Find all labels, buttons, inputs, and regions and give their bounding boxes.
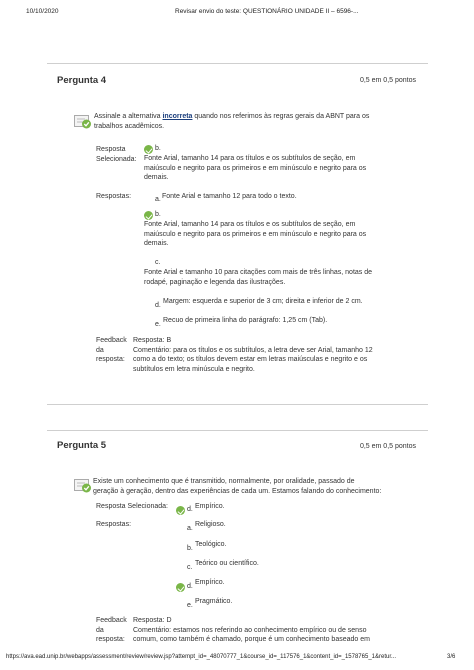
answer-e-text: Pragmático. bbox=[195, 598, 233, 605]
selected-answer-text: Fonte Arial, tamanho 14 para os títulos e os subtítulos de seção, em maiúsculo e negrito para os primeiros e em minúsculo e negrito para os demais. bbox=[144, 155, 367, 181]
print-page-number: 3/6 bbox=[447, 654, 456, 660]
question-4-text: Assinale a alternativa incorreta quando nos referimos às regras gerais da ABNT para os trabalhos acadêmicos. bbox=[94, 113, 370, 130]
answers-label: Respostas: bbox=[96, 193, 132, 200]
answer-a-letter: a. bbox=[187, 525, 193, 532]
answer-c-letter: c. bbox=[155, 259, 161, 266]
print-url: https://ava.ead.unip.br/webapps/assessment/review/review.jsp?attempt_id=_48070777_1&course_id=_117576_1&content_id=_1578765_1&retur... bbox=[6, 654, 396, 660]
correct-check-icon bbox=[144, 145, 153, 154]
answer-d-letter: d. bbox=[155, 302, 161, 309]
selected-answer-label: Resposta Selecionada: bbox=[96, 146, 137, 163]
answer-a-text: Fonte Arial e tamanho 12 para todo o texto. bbox=[162, 193, 297, 200]
question-4-title: Pergunta 4 bbox=[57, 75, 107, 86]
question-correct-icon bbox=[74, 115, 92, 129]
feedback-label: Feedback da resposta: bbox=[96, 617, 127, 643]
answer-d-text: Empírico. bbox=[195, 579, 225, 586]
answer-d-text: Margem: esquerda e superior de 3 cm; direita e inferior de 2 cm. bbox=[163, 298, 363, 305]
answer-e-text: Recuo de primeira linha do parágrafo: 1,25 cm (Tab). bbox=[163, 317, 328, 324]
answer-e-letter: e. bbox=[155, 321, 161, 328]
print-title: Revisar envio do teste: QUESTIONÁRIO UNIDADE II – 6596-... bbox=[175, 8, 359, 15]
question-correct-icon bbox=[74, 479, 92, 493]
correct-check-icon bbox=[144, 211, 153, 220]
answer-d-letter: d. bbox=[187, 583, 193, 590]
answer-b-text: Teológico. bbox=[195, 541, 227, 548]
answer-c-letter: c. bbox=[187, 564, 193, 571]
selected-answer-letter: b. bbox=[155, 145, 161, 152]
answer-b-text: Fonte Arial, tamanho 14 para os títulos e os subtítulos de seção, em maiúsculo e negrito para os primeiros e em minúsculo e negrito para os demais. bbox=[144, 221, 367, 247]
answer-b-letter: b. bbox=[187, 545, 193, 552]
correct-check-icon bbox=[176, 583, 185, 592]
feedback-text: Resposta: D Comentário: estamos nos referindo ao conhecimento empírico ou de senso comum, como também é chamado, porque é um conhecimento baseado em bbox=[133, 617, 370, 643]
answer-a-letter: a. bbox=[155, 196, 161, 203]
answer-e-letter: e. bbox=[187, 602, 193, 609]
selected-answer-letter: d. bbox=[187, 506, 193, 513]
feedback-label: Feedback da resposta: bbox=[96, 337, 127, 363]
answer-a-text: Religioso. bbox=[195, 521, 226, 528]
answer-b-letter: b. bbox=[155, 211, 161, 218]
feedback-text: Resposta: B Comentário: para os títulos e os subtítulos, a letra deve ser Arial, tamanho 12 como a do texto; os títulos devem estar em letras maiúsculas e negrito e os subtítulos em letra minúscula e negrito. bbox=[133, 337, 373, 373]
question-5-text: Existe um conhecimento que é transmitido, normalmente, por oralidade, passado de geração à geração, dentro das experiências de cada um. Estamos falando do conhecimento: bbox=[93, 478, 382, 495]
print-date: 10/10/2020 bbox=[26, 8, 59, 15]
answer-c-text: Fonte Arial e tamanho 10 para citações com mais de três linhas, notas de rodapé, paginação e legenda das ilustrações. bbox=[144, 269, 373, 286]
selected-answer-text: Empírico. bbox=[195, 503, 225, 510]
correct-check-icon bbox=[176, 506, 185, 515]
selected-answer-label: Resposta Selecionada: bbox=[96, 503, 168, 510]
question-4-points: 0,5 em 0,5 pontos bbox=[359, 77, 416, 84]
answer-c-text: Teórico ou científico. bbox=[195, 560, 259, 567]
question-5-title: Pergunta 5 bbox=[57, 440, 107, 451]
answers-label: Respostas: bbox=[96, 521, 132, 528]
question-5-points: 0,5 em 0,5 pontos bbox=[359, 443, 416, 450]
emphasis-incorreta: incorreta bbox=[162, 113, 193, 120]
